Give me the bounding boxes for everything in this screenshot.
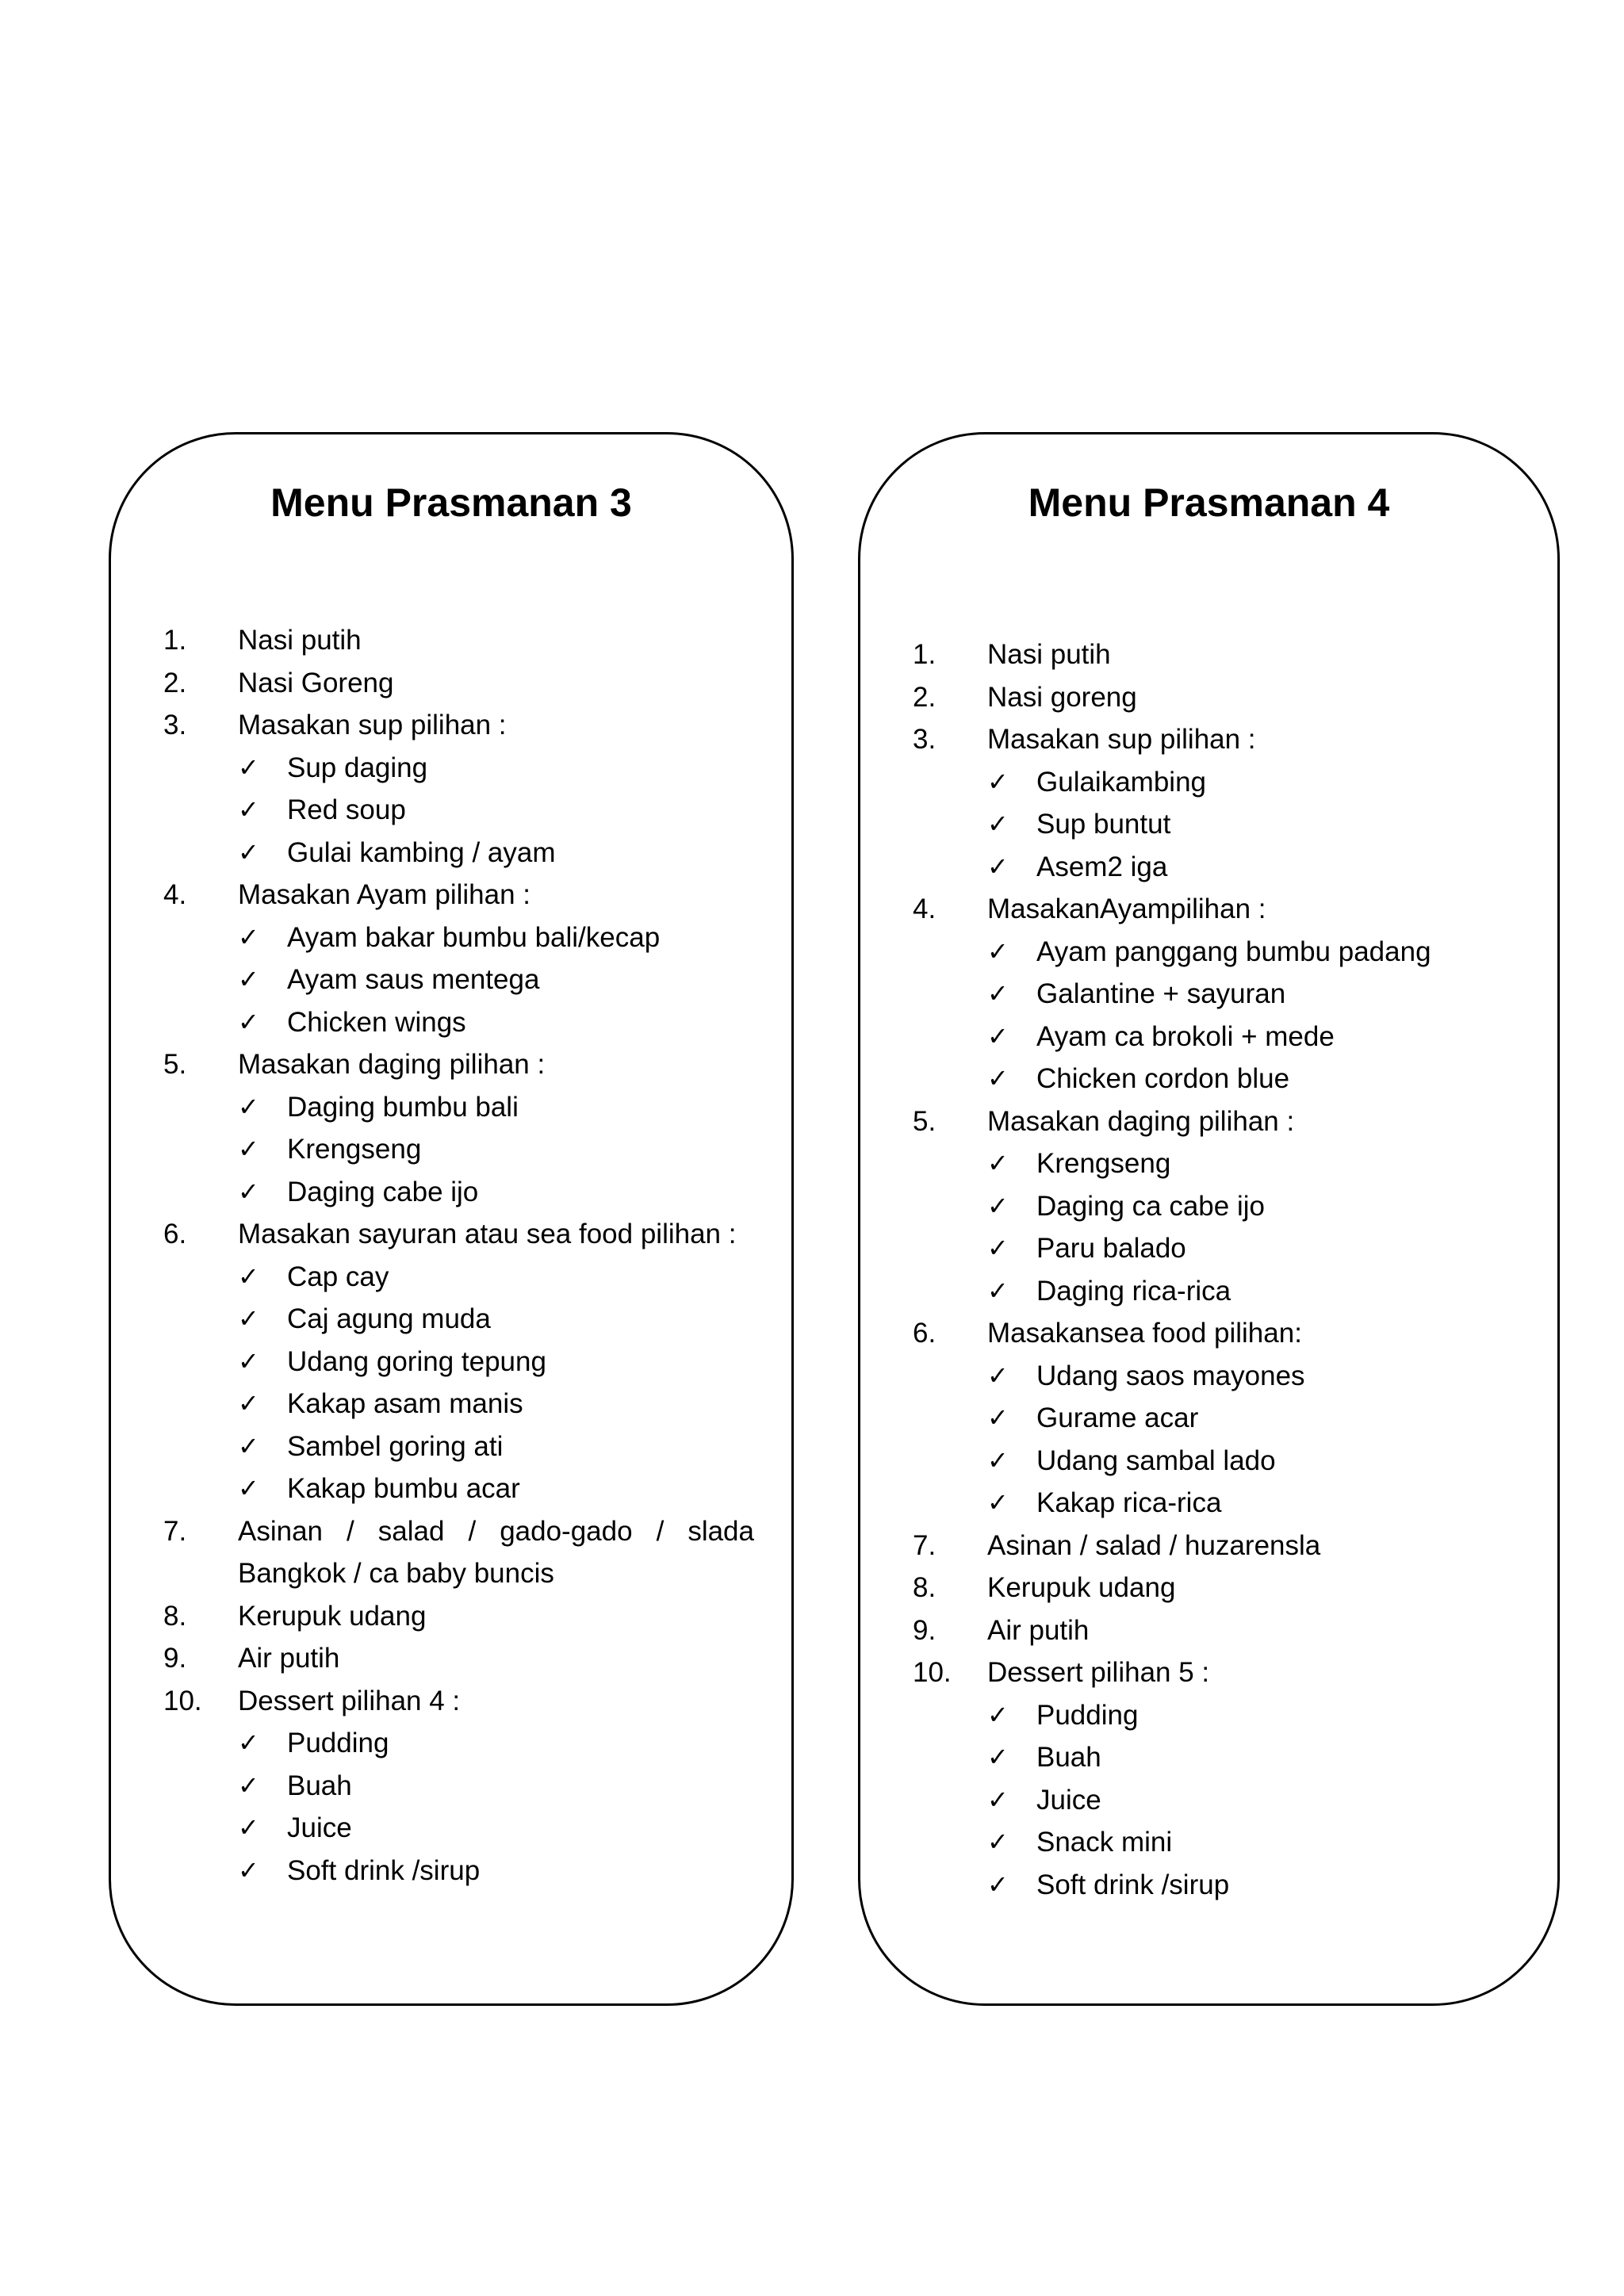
option-text: Red soup: [287, 794, 406, 825]
menu-item: [913, 633, 1515, 676]
option-text: Udang goring tepung: [287, 1345, 546, 1377]
menu-item: [163, 1043, 754, 1213]
checkmark-icon: ✓: [238, 1345, 259, 1376]
option-text: Krengseng: [287, 1134, 422, 1165]
menu-item: [913, 1100, 1515, 1313]
option-text: Ayam ca brokoli + mede: [1036, 1020, 1335, 1052]
option-text: Juice: [1036, 1784, 1101, 1816]
checkmark-icon: ✓: [987, 1233, 1009, 1263]
item-number: 6.: [163, 1219, 187, 1249]
option-item: [238, 1256, 754, 1299]
checkmark-icon: ✓: [238, 1473, 259, 1503]
option-text: Paru balado: [1036, 1233, 1186, 1264]
option-item: [238, 1850, 754, 1892]
checkmark-icon: ✓: [238, 1261, 259, 1292]
option-item: [238, 1425, 754, 1468]
option-text: Ayam saus mentega: [287, 964, 540, 995]
option-text: Daging cabe ijo: [287, 1176, 479, 1207]
option-text: Ayam bakar bumbu bali/kecap: [287, 921, 661, 953]
option-text: Caj agung muda: [287, 1303, 491, 1334]
option-list: [238, 1086, 754, 1214]
menu-card-prasmanan-3: [109, 432, 794, 2006]
option-item: [238, 1086, 754, 1129]
item-number: 10.: [163, 1685, 202, 1716]
menu-title: Menu Prasmanan 4: [1028, 480, 1390, 525]
option-text: Udang sambal lado: [1036, 1445, 1276, 1476]
option-item: [987, 1016, 1515, 1058]
checkmark-icon: ✓: [238, 1770, 259, 1800]
menu-item: [913, 676, 1515, 719]
option-item: [238, 916, 754, 959]
option-list: [987, 1355, 1515, 1525]
checkmark-icon: ✓: [238, 1854, 259, 1885]
item-number: 5.: [913, 1105, 936, 1137]
item-number: 5.: [163, 1049, 187, 1080]
option-item: [987, 1142, 1515, 1185]
option-list: [987, 931, 1515, 1100]
option-item: [987, 1440, 1515, 1483]
option-text: Daging bumbu bali: [287, 1091, 519, 1123]
checkmark-icon: ✓: [987, 809, 1009, 839]
option-item: [987, 1355, 1515, 1398]
menu-item: [913, 718, 1515, 888]
checkmark-icon: ✓: [987, 1402, 1009, 1433]
checkmark-icon: ✓: [987, 978, 1009, 1008]
option-item: [238, 1001, 754, 1044]
option-item: [987, 1736, 1515, 1779]
menu-title: Menu Prasmanan 3: [270, 480, 632, 525]
checkmark-icon: ✓: [238, 1303, 259, 1334]
option-text: Sup buntut: [1036, 809, 1171, 840]
checkmark-icon: ✓: [987, 1445, 1009, 1475]
item-number: 4.: [913, 894, 936, 924]
option-text: Juice: [287, 1812, 352, 1843]
checkmark-icon: ✓: [238, 836, 259, 867]
checkmark-icon: ✓: [987, 1020, 1009, 1051]
item-text: MasakanAyampilihan :: [987, 894, 1266, 924]
checkmark-icon: ✓: [987, 1487, 1009, 1517]
menu-item: [913, 1312, 1515, 1525]
menu-item: [163, 662, 754, 705]
option-item: [987, 1779, 1515, 1822]
menu-item: [163, 1510, 754, 1595]
item-number: 9.: [163, 1643, 187, 1674]
checkmark-icon: ✓: [987, 851, 1009, 882]
checkmark-icon: ✓: [238, 1091, 259, 1122]
checkmark-icon: ✓: [987, 1869, 1009, 1900]
option-item: [238, 789, 754, 832]
item-text: Nasi Goreng: [238, 667, 394, 698]
option-text: Daging rica-rica: [1036, 1275, 1231, 1307]
menu-item: [163, 874, 754, 1043]
checkmark-icon: ✓: [238, 794, 259, 825]
item-text: Kerupuk udang: [238, 1600, 427, 1632]
menu-item: [913, 1567, 1515, 1609]
option-item: [987, 1482, 1515, 1525]
item-number: 1.: [913, 639, 936, 670]
item-text: Asinan / salad / gado-gado / slada Bangkok / ca baby buncis: [238, 1515, 754, 1589]
item-text: Masakan sup pilihan :: [238, 710, 507, 740]
checkmark-icon: ✓: [987, 766, 1009, 797]
item-number: 1.: [163, 625, 187, 656]
option-item: [238, 1468, 754, 1510]
item-text: Masakan daging pilihan :: [238, 1049, 546, 1080]
menu-list: [913, 633, 1515, 1906]
item-number: 3.: [163, 710, 187, 740]
checkmark-icon: ✓: [238, 964, 259, 994]
option-text: Chicken wings: [287, 1006, 466, 1038]
option-item: [987, 973, 1515, 1016]
option-item: [238, 1341, 754, 1383]
option-item: [238, 1128, 754, 1171]
menu-list: [163, 619, 754, 1892]
checkmark-icon: ✓: [238, 1388, 259, 1418]
checkmark-icon: ✓: [987, 1063, 1009, 1093]
item-number: 8.: [163, 1600, 187, 1632]
option-text: Asem2 iga: [1036, 851, 1168, 882]
option-list: [238, 747, 754, 874]
item-number: 4.: [163, 879, 187, 910]
item-text: Kerupuk udang: [987, 1572, 1176, 1603]
item-text: Dessert pilihan 4 :: [238, 1685, 461, 1716]
item-text: Nasi putih: [987, 639, 1111, 670]
menu-item: [163, 1680, 754, 1892]
item-number: 7.: [913, 1529, 936, 1561]
option-item: [238, 1298, 754, 1341]
option-text: Sup daging: [287, 752, 428, 783]
checkmark-icon: ✓: [238, 1430, 259, 1461]
option-text: Kakap rica-rica: [1036, 1487, 1222, 1518]
option-text: Snack mini: [1036, 1827, 1173, 1858]
checkmark-icon: ✓: [238, 1006, 259, 1037]
option-item: [238, 959, 754, 1001]
item-number: 7.: [163, 1515, 187, 1547]
option-text: Sambel goring ati: [287, 1430, 504, 1462]
checkmark-icon: ✓: [987, 1784, 1009, 1815]
option-text: Udang saos mayones: [1036, 1360, 1305, 1391]
checkmark-icon: ✓: [238, 1176, 259, 1207]
item-text: Masakan sayuran atau sea food pilihan :: [238, 1219, 737, 1249]
item-text: Asinan / salad / huzarensla: [987, 1529, 1321, 1561]
option-text: Galantine + sayuran: [1036, 978, 1286, 1009]
checkmark-icon: ✓: [987, 1148, 1009, 1178]
menu-item: [163, 1213, 754, 1510]
item-number: 2.: [913, 681, 936, 713]
option-item: [987, 761, 1515, 804]
item-text: Masakan Ayam pilihan :: [238, 879, 531, 910]
option-item: [987, 931, 1515, 974]
option-text: Soft drink /sirup: [287, 1854, 481, 1886]
checkmark-icon: ✓: [238, 752, 259, 783]
option-list: [238, 1722, 754, 1892]
option-text: Krengseng: [1036, 1148, 1171, 1179]
option-list: [238, 1256, 754, 1510]
option-text: Kakap asam manis: [287, 1388, 523, 1419]
item-text: Nasi putih: [238, 625, 362, 656]
menu-item: [913, 1651, 1515, 1906]
item-text: Masakansea food pilihan:: [987, 1318, 1302, 1349]
option-item: [987, 1227, 1515, 1270]
option-text: Gulai kambing / ayam: [287, 836, 556, 868]
option-list: [987, 761, 1515, 889]
option-text: Gulaikambing: [1036, 766, 1206, 798]
menu-item: [163, 619, 754, 662]
checkmark-icon: ✓: [987, 1827, 1009, 1857]
checkmark-icon: ✓: [238, 1728, 259, 1758]
item-number: 2.: [163, 667, 187, 698]
checkmark-icon: ✓: [987, 1699, 1009, 1730]
option-list: [987, 1142, 1515, 1312]
option-item: [987, 1185, 1515, 1228]
checkmark-icon: ✓: [987, 1275, 1009, 1306]
option-list: [987, 1694, 1515, 1907]
option-item: [987, 1397, 1515, 1440]
item-number: 10.: [913, 1657, 952, 1688]
checkmark-icon: ✓: [987, 1190, 1009, 1221]
option-text: Soft drink /sirup: [1036, 1869, 1230, 1900]
item-number: 8.: [913, 1572, 936, 1603]
menu-item: [913, 1609, 1515, 1652]
option-item: [238, 1722, 754, 1765]
option-item: [987, 803, 1515, 846]
menu-item: [163, 1595, 754, 1638]
option-text: Buah: [287, 1770, 352, 1801]
item-number: 6.: [913, 1318, 936, 1349]
checkmark-icon: ✓: [987, 1360, 1009, 1391]
menu-item: [163, 704, 754, 874]
item-text: Dessert pilihan 5 :: [987, 1657, 1210, 1688]
menu-card-prasmanan-4: [858, 432, 1560, 2006]
option-item: [987, 1821, 1515, 1864]
option-text: Daging ca cabe ijo: [1036, 1190, 1265, 1222]
menu-item: [913, 888, 1515, 1100]
option-text: Ayam panggang bumbu padang: [1036, 936, 1431, 967]
item-text: Air putih: [238, 1643, 340, 1674]
option-text: Pudding: [287, 1728, 389, 1758]
option-item: [987, 1864, 1515, 1907]
item-number: 3.: [913, 724, 936, 755]
menu-item: [913, 1525, 1515, 1567]
option-text: Cap cay: [287, 1261, 389, 1292]
item-number: 9.: [913, 1614, 936, 1646]
menu-item: [163, 1637, 754, 1680]
item-text: Masakan daging pilihan :: [987, 1105, 1295, 1137]
option-item: [987, 1270, 1515, 1313]
item-text: Nasi goreng: [987, 681, 1137, 713]
option-text: Chicken cordon blue: [1036, 1063, 1290, 1094]
option-item: [238, 832, 754, 874]
option-list: [238, 916, 754, 1044]
option-text: Kakap bumbu acar: [287, 1473, 520, 1504]
checkmark-icon: ✓: [987, 1742, 1009, 1772]
option-item: [987, 846, 1515, 889]
item-text: Masakan sup pilihan :: [987, 724, 1256, 755]
option-item: [238, 1765, 754, 1808]
checkmark-icon: ✓: [238, 1134, 259, 1164]
checkmark-icon: ✓: [238, 921, 259, 952]
option-item: [238, 1383, 754, 1425]
option-item: [987, 1058, 1515, 1100]
checkmark-icon: ✓: [238, 1812, 259, 1843]
option-item: [238, 1171, 754, 1214]
option-text: Buah: [1036, 1742, 1101, 1773]
item-text: Air putih: [987, 1614, 1090, 1646]
option-item: [238, 747, 754, 790]
checkmark-icon: ✓: [987, 936, 1009, 966]
option-text: Gurame acar: [1036, 1402, 1199, 1433]
option-item: [987, 1694, 1515, 1737]
option-item: [238, 1807, 754, 1850]
option-text: Pudding: [1036, 1699, 1139, 1731]
